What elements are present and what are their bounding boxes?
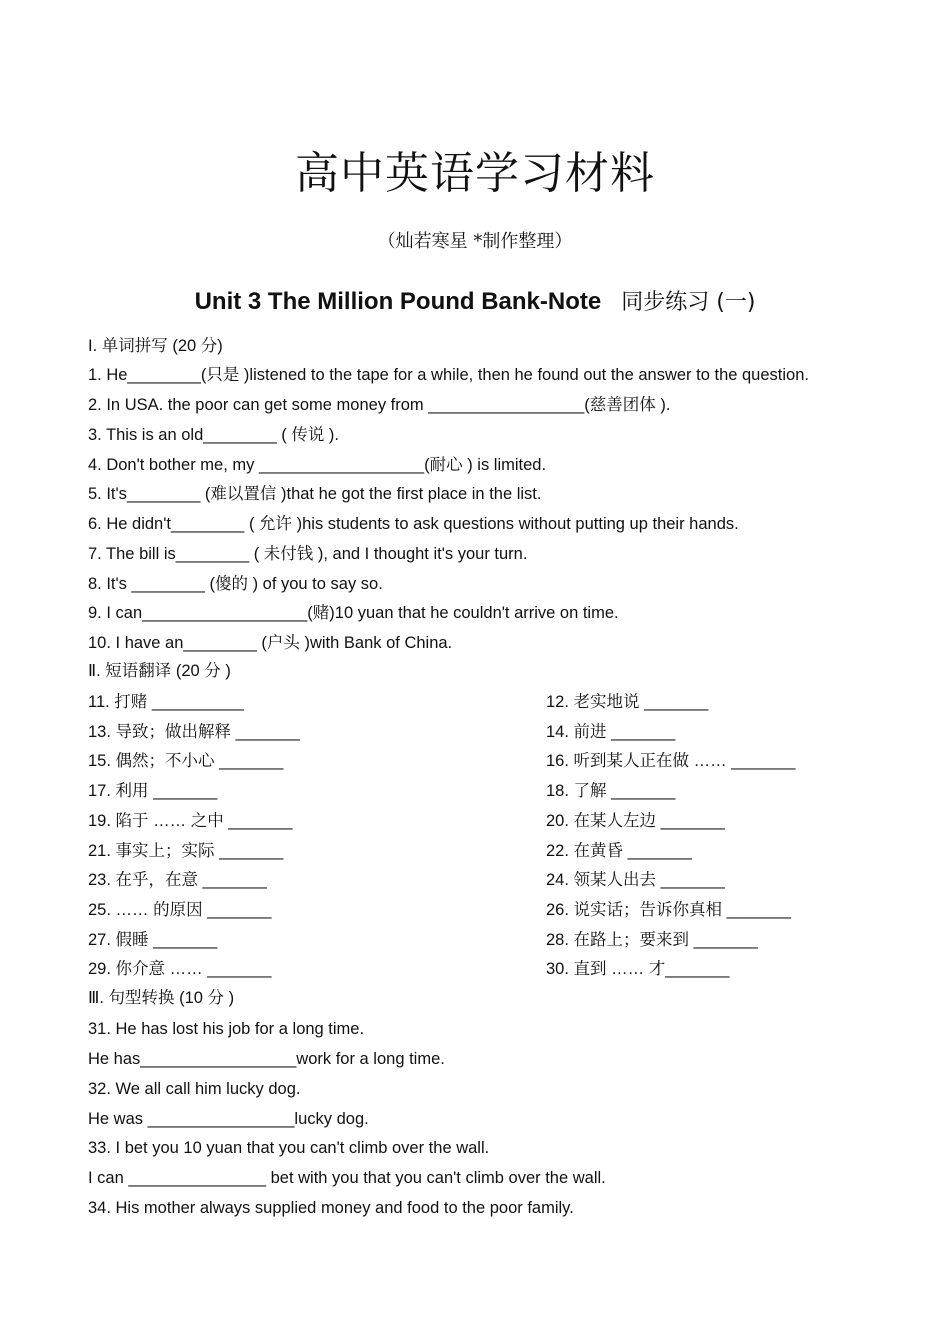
- phrase-item: 13. 导致；做出解释 _______: [88, 723, 300, 741]
- phrase-item: 23. 在乎，在意 _______: [88, 871, 267, 889]
- rewrite-line: He has_________________work for a long time.: [88, 1050, 445, 1068]
- question-item: 2. In USA. the poor can get some money from _________________(慈善团体 ).: [88, 396, 671, 414]
- phrase-item: 19. 陷于 …… 之中 _______: [88, 812, 293, 830]
- section3-heading: Ⅲ. 句型转换 (10 分 ): [88, 989, 235, 1007]
- phrase-item: 29. 你介意 …… _______: [88, 960, 272, 978]
- phrase-item: 14. 前进 _______: [546, 723, 676, 741]
- question-item: 8. It's ________ (傻的 ) of you to say so.: [88, 575, 383, 593]
- rewrite-line: 31. He has lost his job for a long time.: [88, 1020, 365, 1038]
- phrase-item: 16. 听到某人正在做 …… _______: [546, 752, 796, 770]
- section2-heading: Ⅱ. 短语翻译 (20 分 ): [88, 662, 231, 680]
- question-item: 9. I can__________________(赌)10 yuan that he couldn't arrive on time.: [88, 604, 619, 622]
- section1-heading: I. 单词拼写 (20 分): [88, 337, 223, 355]
- unit-title-cn: 同步练习 (一): [621, 290, 756, 315]
- phrase-item: 20. 在某人左边 _______: [546, 812, 725, 830]
- phrase-item: 24. 领某人出去 _______: [546, 871, 725, 889]
- question-item: 10. I have an________ (户头 )with Bank of China.: [88, 634, 453, 652]
- rewrite-line: 34. His mother always supplied money and food to the poor family.: [88, 1199, 574, 1217]
- subtitle: （灿若寒星 *制作整理）: [377, 231, 573, 252]
- phrase-item: 21. 事实上；实际 _______: [88, 842, 284, 860]
- phrase-item: 30. 直到 …… 才_______: [546, 960, 730, 978]
- rewrite-line: I can _______________ bet with you that you can't climb over the wall.: [88, 1169, 606, 1187]
- phrase-item: 27. 假睡 _______: [88, 931, 218, 949]
- phrase-item: 22. 在黄昏 _______: [546, 842, 692, 860]
- phrase-item: 25. …… 的原因 _______: [88, 901, 272, 919]
- main-title: 高中英语学习材料: [295, 148, 655, 199]
- question-item: 1. He________(只是 )listened to the tape for a while, then he found out the answer to the question.: [88, 366, 809, 384]
- phrase-item: 11. 打赌 __________: [88, 693, 244, 711]
- phrase-item: 12. 老实地说 _______: [546, 693, 709, 711]
- question-item: 5. It's________ (难以置信 )that he got the first place in the list.: [88, 485, 542, 503]
- unit-title: [0, 285, 950, 320]
- rewrite-line: 32. We all call him lucky dog.: [88, 1080, 301, 1098]
- question-item: 3. This is an old________ ( 传说 ).: [88, 426, 339, 444]
- question-item: 4. Don't bother me, my __________________(耐心 ) is limited.: [88, 456, 547, 474]
- unit-title-en: Unit 3 The Million Pound Bank-Note: [194, 288, 602, 315]
- question-item: 6. He didn't________ ( 允许 )his students to ask questions without putting up their hands.: [88, 515, 739, 533]
- phrase-item: 17. 利用 _______: [88, 782, 218, 800]
- rewrite-line: 33. I bet you 10 yuan that you can't climb over the wall.: [88, 1139, 490, 1157]
- phrase-item: 15. 偶然；不小心 _______: [88, 752, 284, 770]
- question-item: 7. The bill is________ ( 未付钱 ), and I thought it's your turn.: [88, 545, 528, 563]
- phrase-item: 26. 说实话；告诉你真相 _______: [546, 901, 791, 919]
- phrase-item: 28. 在路上；要来到 _______: [546, 931, 758, 949]
- rewrite-line: He was ________________lucky dog.: [88, 1110, 369, 1128]
- phrase-item: 18. 了解 _______: [546, 782, 676, 800]
